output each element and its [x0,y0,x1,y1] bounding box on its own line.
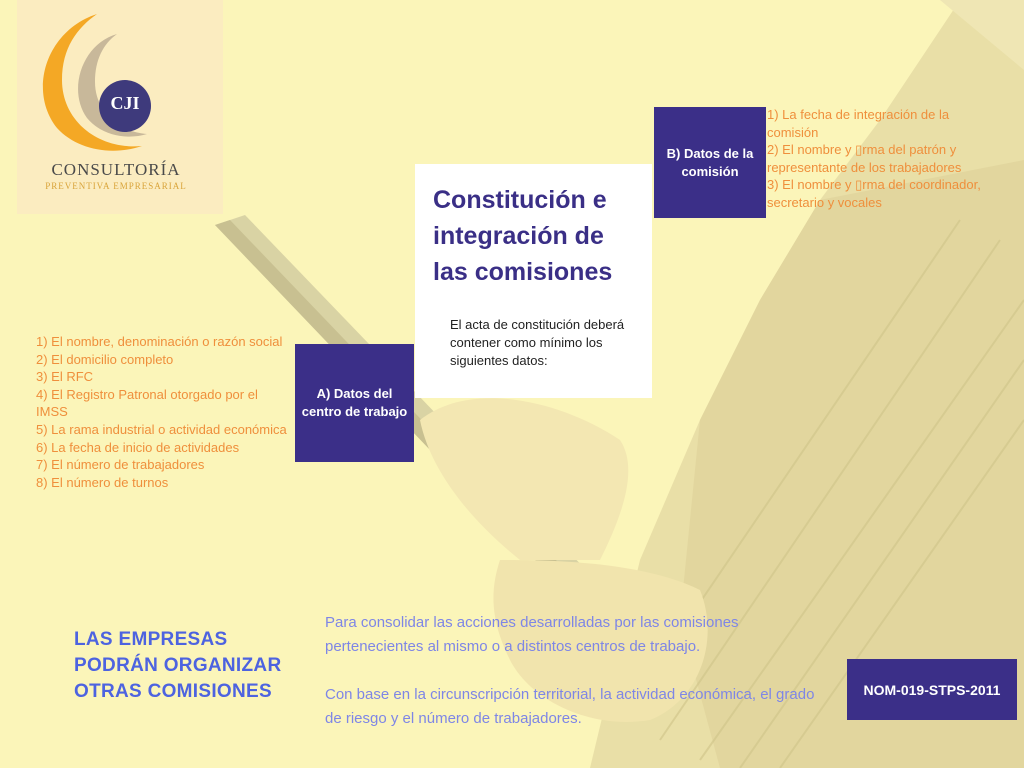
list-item: 6) La fecha de inicio de actividades [36,439,240,455]
section-a-label: A) Datos del centro de trabajo [301,386,408,419]
card-intro-text: El acta de constitución deberá contener como mínimo los siguientes datos: [450,317,625,368]
list-item: 4) El Registro Patronal otorgado por el IMSS [36,386,258,420]
section-b-label-box [654,107,766,218]
bottom-headline: LAS EMPRESAS PODRÁN ORGANIZAR OTRAS COMISIONES [74,629,282,702]
section-a-list [36,333,291,491]
list-item: 1) La fecha de integración de la comisión [767,107,950,140]
page-title: Constitución e integración de las comisiones [433,186,613,286]
list-item: 8) El número de turnos [36,474,169,490]
standard-label: NOM-019-STPS-2011 [863,681,1001,698]
section-b-list [767,106,981,212]
list-item: 1) El nombre, denominación o razón social [36,334,283,349]
list-item: 3) El RFC [36,369,94,385]
logo-crescent-icon [17,0,223,160]
list-item: 5) La rama industrial o actividad económica [36,421,287,437]
list-item: 3) El nombre y ▯rma del coordinador, [767,177,981,193]
logo-name: CONSULTORÍA [51,160,181,179]
standard-badge [847,659,1017,720]
title-card [415,164,652,398]
company-logo [17,0,223,214]
list-item: 7) El número de trabajadores [36,457,205,473]
section-a-label-box [295,344,414,462]
list-item: secretario y vocales [767,194,882,210]
bottom-paragraph-1: Para consolidar las acciones desarrolladas por las comisiones pertenecientes al mismo o a distintos centros de trabajo. [325,614,739,655]
bottom-paragraph-2: Con base en la circunscripción territorial, la actividad económica, el grado de riesgo y el número de trabajadores. [325,686,815,727]
logo-initials: CJI [110,93,140,113]
logo-subtitle: PREVENTIVA EMPRESARIAL [45,181,187,191]
list-item: 2) El nombre y ▯rma del patrón y representante de los trabajadores [767,142,962,175]
list-item: 2) El domicilio completo [36,351,174,367]
section-b-label: B) Datos de la comisión [666,145,754,179]
